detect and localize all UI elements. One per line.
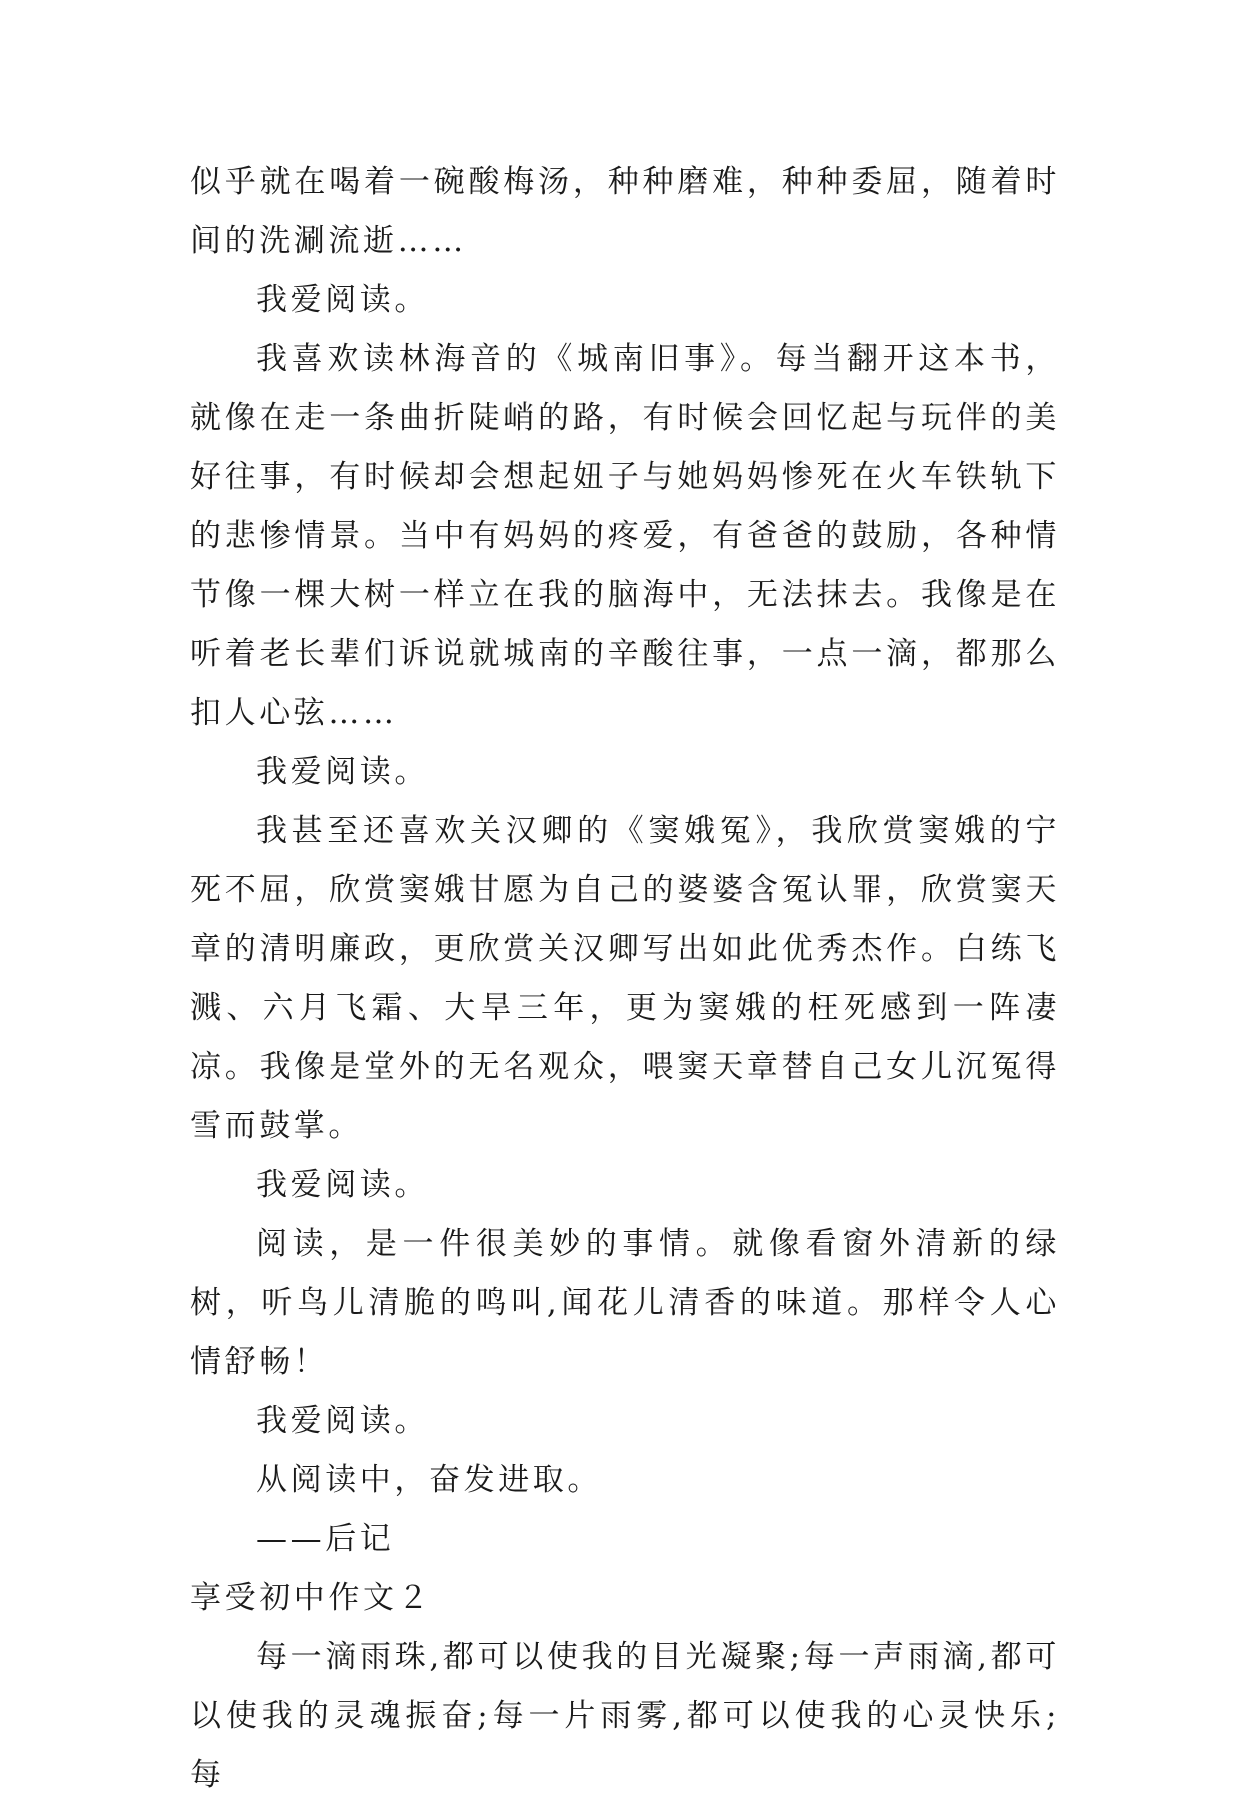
paragraph-dou-e: 我甚至还喜欢关汉卿的《窦娥冤》，我欣赏窦娥的宁死不屈，欣赏窦娥甘愿为自己的婆婆含冤认罪，欣赏窦天章的清明廉政，更欣赏关汉卿写出如此优秀杰作。白练飞溅、六月飞霜、大旱三年，更为窦娥的枉死感到一阵凄凉。我像是堂外的无名观众，喂窦天章替自己女儿沉冤得雪而鼓掌。	[190, 813, 1060, 1144]
paragraph-postscript: ——后记	[256, 1521, 395, 1557]
paragraph-continuation: 似乎就在喝着一碗酸梅汤，种种磨难，种种委屈，随着时间的洗涮流逝……	[190, 164, 1060, 259]
document-body	[190, 153, 1060, 1805]
paragraph-progress: 从阅读中，奋发进取。	[256, 1462, 602, 1498]
paragraph-refrain: 我爱阅读。	[256, 1403, 429, 1439]
paragraph-refrain: 我爱阅读。	[256, 282, 429, 318]
paragraph-rain: 每一滴雨珠,都可以使我的目光凝聚;每一声雨滴,都可以使我的灵魂振奋;每一片雨雾,都可以使我的心灵快乐;每	[190, 1639, 1060, 1793]
paragraph-refrain: 我爱阅读。	[256, 1167, 429, 1203]
paragraph-reading-beauty: 阅读，是一件很美妙的事情。就像看窗外清新的绿树，听鸟儿清脆的鸣叫,闻花儿清香的味道。那样令人心情舒畅！	[190, 1226, 1060, 1380]
paragraph-chengnan: 我喜欢读林海音的《城南旧事》。每当翻开这本书，就像在走一条曲折陡峭的路，有时候会回忆起与玩伴的美好往事，有时候却会想起妞子与她妈妈惨死在火车铁轨下的悲惨情景。当中有妈妈的疼爱，有爸爸的鼓励，各种情节像一棵大树一样立在我的脑海中，无法抹去。我像是在听着老长辈们诉说就城南的辛酸往事，一点一滴，都那么扣人心弦……	[190, 341, 1060, 731]
paragraph-refrain: 我爱阅读。	[256, 754, 429, 790]
section-heading: 享受初中作文２	[190, 1580, 433, 1616]
